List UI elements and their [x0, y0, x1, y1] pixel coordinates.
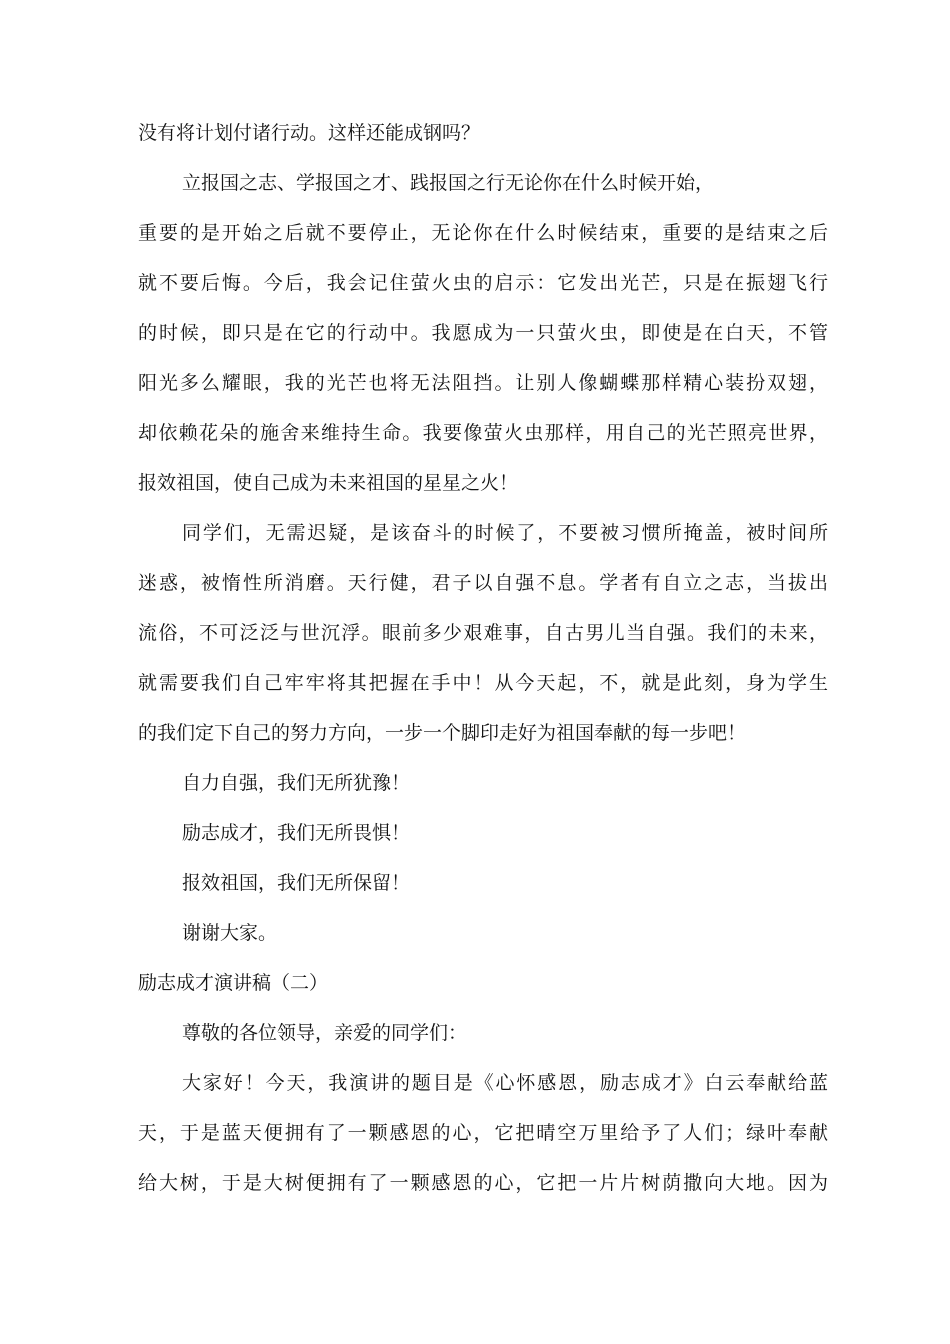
text-line: 就需要我们自己牢牢将其把握在手中！从今天起，不，就是此刻，身为学生: [138, 672, 828, 694]
text-line: 流俗，不可泛泛与世沉浮。眼前多少艰难事，自古男儿当自强。我们的未来，: [138, 622, 828, 644]
text-line: 立报国之志、学报国之才、践报国之行无论你在什么时候开始，: [182, 172, 715, 194]
text-line: 励志成才，我们无所畏惧！: [182, 822, 411, 844]
text-line: 谢谢大家。: [182, 922, 278, 944]
text-line: 迷惑，被惰性所消磨。天行健，君子以自强不息。学者有自立之志，当拔出: [138, 572, 828, 594]
text-line: 阳光多么耀眼，我的光芒也将无法阻挡。让别人像蝴蝶那样精心装扮双翅，: [138, 372, 828, 394]
text-line: 的我们定下自己的努力方向，一步一个脚印走好为祖国奉献的每一步吧！: [138, 722, 747, 744]
text-line: 大家好！今天，我演讲的题目是《心怀感恩，励志成才》白云奉献给蓝: [182, 1072, 828, 1094]
text-line: 同学们，无需迟疑，是该奋斗的时候了，不要被习惯所掩盖，被时间所: [182, 522, 828, 544]
text-line: 的时候，即只是在它的行动中。我愿成为一只萤火虫，即使是在白天，不管: [138, 322, 828, 344]
text-line: 给大树，于是大树便拥有了一颗感恩的心，它把一片片树荫撒向大地。因为: [138, 1172, 828, 1194]
document-body: [138, 121, 828, 1196]
text-line: 没有将计划付诸行动。这样还能成钢吗？: [138, 122, 481, 144]
text-line: 报效祖国，使自己成为未来祖国的星星之火！: [138, 472, 519, 494]
text-line: 就不要后悔。今后，我会记住萤火虫的启示：它发出光芒，只是在振翅飞行: [138, 272, 828, 294]
text-line: 自力自强，我们无所犹豫！: [182, 772, 411, 794]
section-heading: 励志成才演讲稿（二）: [138, 972, 329, 994]
text-line: 天，于是蓝天便拥有了一颗感恩的心，它把晴空万里给予了人们；绿叶奉献: [138, 1122, 828, 1144]
text-line: 报效祖国，我们无所保留！: [182, 872, 411, 894]
text-line: 重要的是开始之后就不要停止，无论你在什么时候结束，重要的是结束之后: [138, 222, 828, 244]
text-line: 尊敬的各位领导，亲爱的同学们：: [182, 1022, 468, 1044]
text-line: 却依赖花朵的施舍来维持生命。我要像萤火虫那样，用自己的光芒照亮世界，: [138, 422, 828, 444]
